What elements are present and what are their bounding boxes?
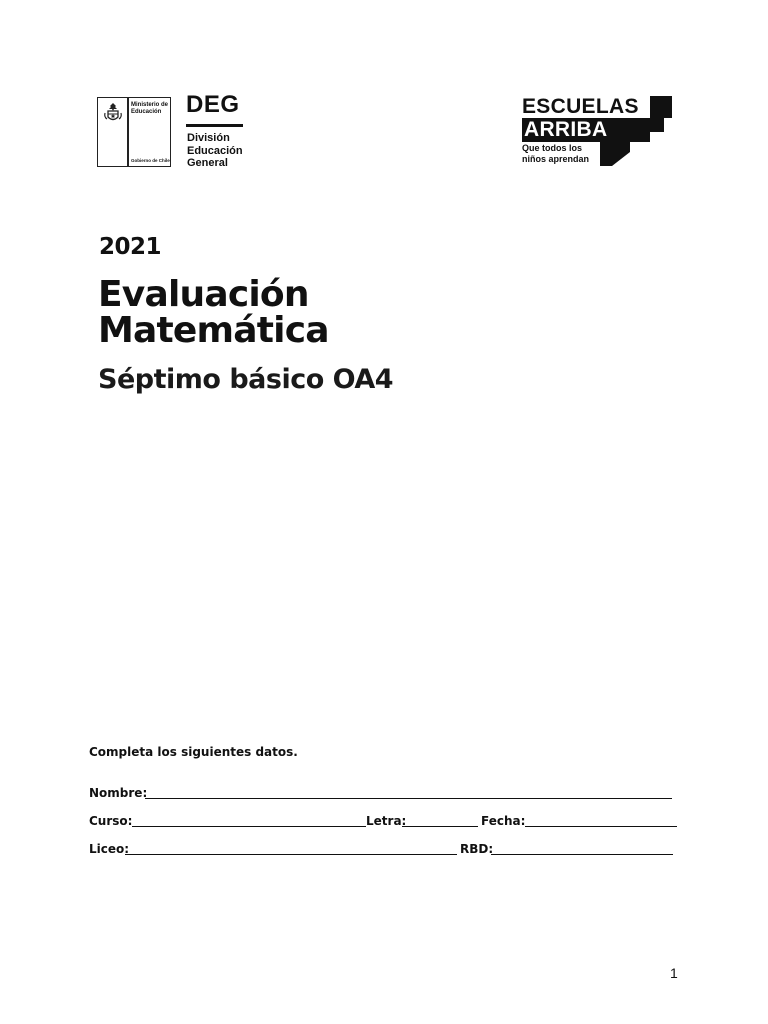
document-year: 2021 [99, 234, 162, 260]
deg-name [187, 132, 243, 170]
page-number: 1 [670, 965, 678, 981]
escuelas-tagline-line2: niños aprendan [522, 153, 590, 164]
document-title-line2: Matemática [98, 310, 329, 351]
curso-field[interactable] [132, 826, 366, 827]
deg-name-line2: Educación [187, 144, 243, 157]
fecha-field[interactable] [525, 826, 677, 827]
coat-of-arms-icon [102, 102, 124, 124]
rbd-field[interactable] [491, 854, 673, 855]
deg-name-line3: General [187, 157, 228, 169]
curso-label: Curso: [89, 814, 133, 828]
escuelas-title: ESCUELAS [522, 95, 639, 118]
document-title-line1: Evaluación [98, 274, 309, 315]
ministerio-logo [97, 97, 171, 167]
ministerio-name-line1: Ministerio de [131, 102, 169, 108]
deg-acronym: DEG [186, 91, 240, 118]
ministerio-name-line2: Educación [131, 109, 162, 115]
deg-rule [186, 124, 243, 127]
fecha-label: Fecha: [481, 814, 526, 828]
form-intro: Completa los siguientes datos. [89, 745, 298, 759]
escuelas-tagline [522, 143, 589, 164]
liceo-field[interactable] [125, 854, 457, 855]
escuelas-tagline-line1: Que todos los [522, 143, 583, 153]
gobierno-name: Gobierno de Chile [131, 158, 170, 163]
letra-field[interactable] [402, 826, 478, 827]
nombre-label: Nombre: [89, 786, 148, 800]
liceo-label: Liceo: [89, 842, 130, 856]
ministerio-divider [127, 98, 129, 166]
letra-label: Letra: [366, 814, 407, 828]
arriba-title: ARRIBA [524, 118, 608, 141]
deg-name-line1: División [187, 132, 230, 144]
nombre-field[interactable] [145, 798, 672, 799]
rbd-label: RBD: [460, 842, 494, 856]
ministerio-name [131, 102, 171, 116]
document-subtitle: Séptimo básico OA4 [98, 364, 394, 395]
